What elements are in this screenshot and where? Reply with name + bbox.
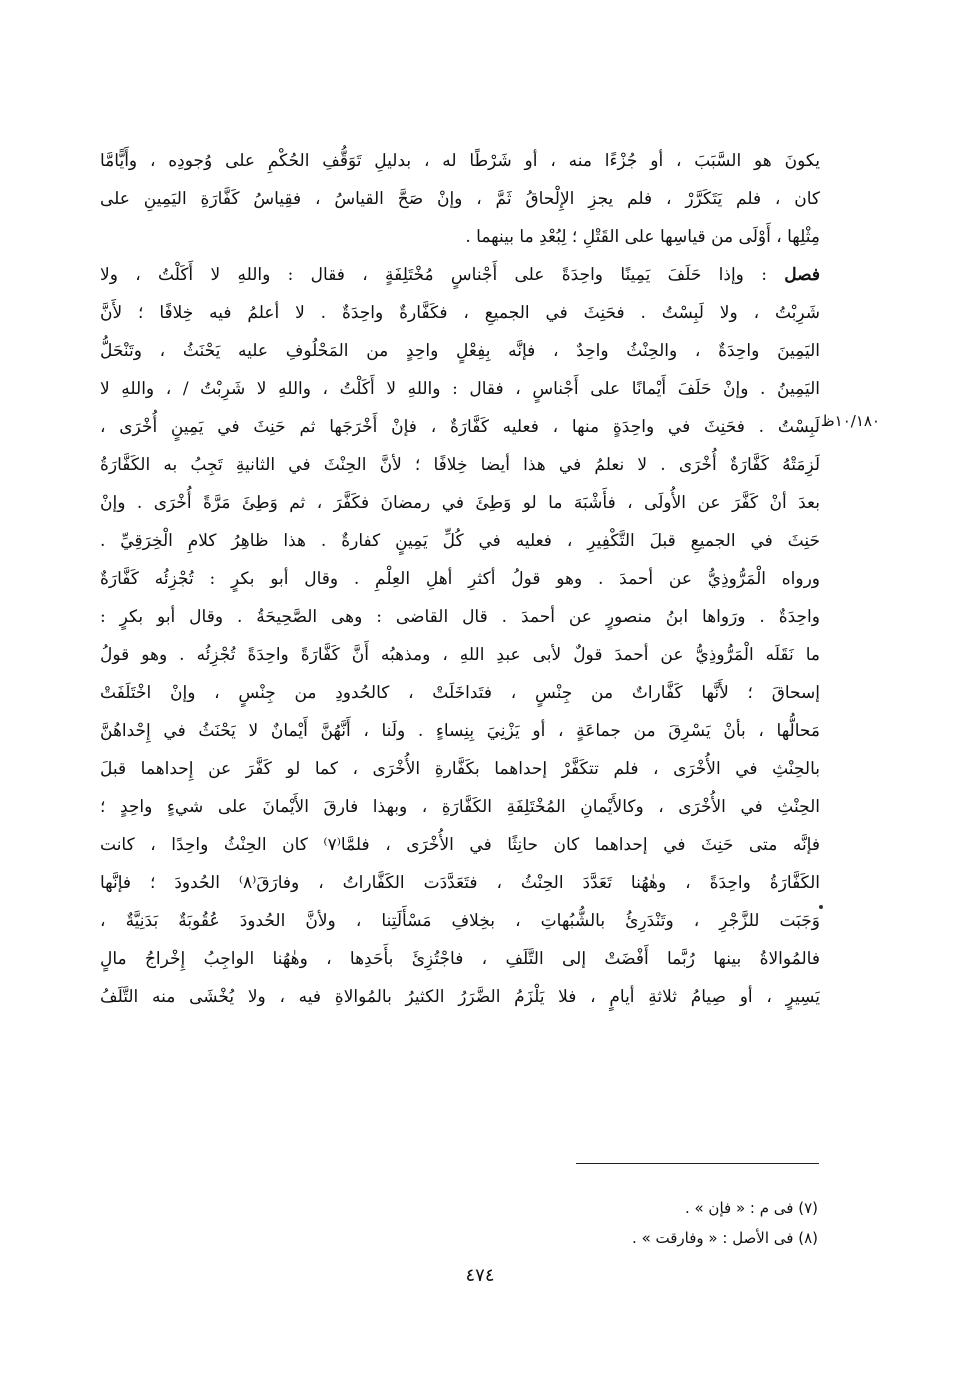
footnote-8: (٨) فى الأصل : « وفارقت » . — [632, 1229, 818, 1247]
text-line: ما نَقَلَه الْمَرُّوذِيُّ عن أحمدَ قولٌ لأبى عبدِ اللهِ ، ومذهبُه أَنَّ كَفَّارَةً واحِدَةً تُجْزِئُه . وهو قولُ — [100, 645, 820, 665]
footnote-divider — [576, 1163, 819, 1164]
text-line: يَسِيرٍ ، أو صِيامُ ثلاثةِ أيامٍ ، فلا يَلْزَمُ الضَّرَرُ الكثيرُ بالمُوالاةِ فيه ، ولا يُخْشَى منه التَّلَفُ — [100, 987, 820, 1007]
section-heading-text: : وإذا حَلَفَ يَمِينًا واحِدَةً على أَجْناسٍ مُخْتَلِفَةٍ ، فقال : واللهِ لا أَكَلْتُ ، ولا — [100, 265, 785, 285]
text-line: ورواه الْمَرُّوذِيُّ عن أحمدَ . وهو قولُ أكثرِ أهلِ العِلْمِ . وقال أبو بكرٍ : تُجْزِئُه كَفَّارَةٌ — [100, 569, 820, 589]
text-line: لَزِمَتْهُ كَفَّارَةٌ أُخْرَى . لا نعلمُ في هذا أيضا خِلافًا ؛ لأنَّ الحِنْثَ في الثانيةِ تَجِبُ به الكَفَّارَةُ — [100, 455, 820, 475]
text-line: مِثْلِها ، أَوْلَى من قياسِها على القَتْلِ ؛ لِبُعْدِ ما بينهما . — [465, 227, 820, 247]
text-line: لَبِسْتُ . فحَنِثَ في واحِدَةٍ منها ، فعليه كَفَّارَةٌ ، فإنْ أَخْرَجَها ثم حَنِثَ في يَمِينٍ أُخْرَى ، — [100, 417, 820, 437]
section-heading-line — [100, 256, 820, 294]
text-line: بعدَ أنْ كَفَّرَ عن الأُولَى ، فأَشْبَهَ ما لو وَطِئَ في رمضانَ فكَفَّرَ ، ثم وَطِئَ مَرَّةً أُخْرَى . وإنْ — [100, 493, 820, 513]
text-line: كان ، فلم يَتَكَرَّرْ ، فلم يجزِ الإِلْحاقُ ثَمَّ ، وإنْ صَحَّ القياسُ ، فقِياسُ كَفَّارَةِ اليَمِينِ على — [100, 189, 820, 209]
text-line: الحِنْثِ في الأُخْرَى ، وكالأَيْمانِ المُخْتَلِفَةِ الكَفَّارَةِ ، وبهذا فارقَ الأَيْمانَ على شيءٍ واحِدٍ ؛ — [100, 797, 820, 817]
text-line: فالمُوالاةُ بينها رُبَّما أَفْضَتْ إلى التَّلَفِ ، فاجْتُزِئَ بأَحَدِها ، وهٰهُنا الواجِبُ إِخْراجُ مالٍ — [100, 949, 820, 969]
text-line: حَنِثَ في الجميعِ قبلَ التَّكْفِيرِ ، فعليه في كُلِّ يَمِينٍ كفارةٌ . هذا ظاهِرُ كلامِ الْخِرَقِيِّ . — [100, 531, 820, 551]
text-line: شَرِبْتُ ، ولا لَبِسْتُ . فحَنِثَ في الجميعِ ، فكَفَّارةٌ واحِدَةٌ . لا أعلمُ فيه خِلافًا ؛ لأَنَّ — [100, 303, 820, 323]
text-line: اليَمِينَ واحِدَةٌ ، والحِنْثُ واحِدٌ ، فإنَّه بِفِعْلٍ واحِدٍ من المَحْلُوفِ عليه يَحْنَثُ ، وتَنْحَلُّ — [100, 341, 820, 361]
main-text — [100, 142, 820, 1016]
text-line: واحِدَةٌ . ورَواها ابنُ منصورٍ عن أحمدَ . قال القاضى : وهى الصَّحِيحَةُ . وقال أبو بكرٍ : — [100, 607, 820, 627]
text-line: بالحِنْثِ في الأُخْرَى ، فلم تتكَفَّرْ إحداهما بكَفَّارةِ الأُخْرَى ، كما لو كَفَّرَ عن إِحداهما قبلَ — [100, 759, 820, 779]
text-line: يكونَ هو السَّبَبَ ، أو جُزْءًا منه ، أو شَرْطًا له ، بدليلِ تَوَقُّفِ الحُكْمِ على وُجودِه ، وأَيًّامَّا — [100, 151, 820, 171]
margin-manuscript-reference: ١٠/١٨٠ظ — [820, 412, 880, 430]
text-line: مَحالُّها ، بأنْ يَسْرِقَ من جماعَةٍ ، أو يَزْنِيَ بِنِساءٍ . ولَنا ، أَنَّهُنَّ أَيْمانٌ لا يَحْنَثُ في إِحْداهُنَّ — [100, 721, 820, 741]
text-line: فإنَّه متى حَنِثَ في إحداهما كان حانِثًا في الأُخْرَى ، فلمَّا⁽٧⁾ كان الحِنْثُ واحِدًا ، كانت — [100, 835, 820, 855]
text-line: اليَمِينُ . وإنْ حَلَفَ أَيْمانًا على أَجْناسٍ ، فقال : واللهِ لا أَكَلْتُ ، واللهِ لا شَرِبْتُ / ، واللهِ لا — [100, 379, 820, 399]
text-line: إسحاقَ ؛ لأَنَّها كَفَّاراتٌ من جِنْسٍ ، فتَداخَلَتْ ، كالحُدودِ من جِنْسٍ ، وإنْ اخْتَلَفَتْ — [100, 683, 820, 703]
margin-mark — [819, 905, 823, 909]
text-line: وَجَبَت للزَّجْرِ ، وتَنْدَرِئُ بالشُّبُهاتِ ، بخِلافِ مَسْأَلَتِنا ، ولأنَّ الحُدودَ عُقُوبَةٌ بَدَنِيَّةٌ ، — [100, 911, 820, 931]
footnotes — [400, 1193, 818, 1253]
section-heading: فصل — [784, 265, 820, 285]
text-line: الكَفَّارَةُ واحِدَةً ، وهٰهُنا تَعَدَّدَ الحِنْثُ ، فتَعَدَّدَت الكَفَّاراتُ ، وفارَقَ⁽٨⁾ الحُدودَ ؛ فإنَّها — [100, 873, 820, 893]
footnote-7: (٧) فى م : « فإن » . — [684, 1199, 818, 1217]
page-number: ٤٧٤ — [465, 1265, 495, 1286]
